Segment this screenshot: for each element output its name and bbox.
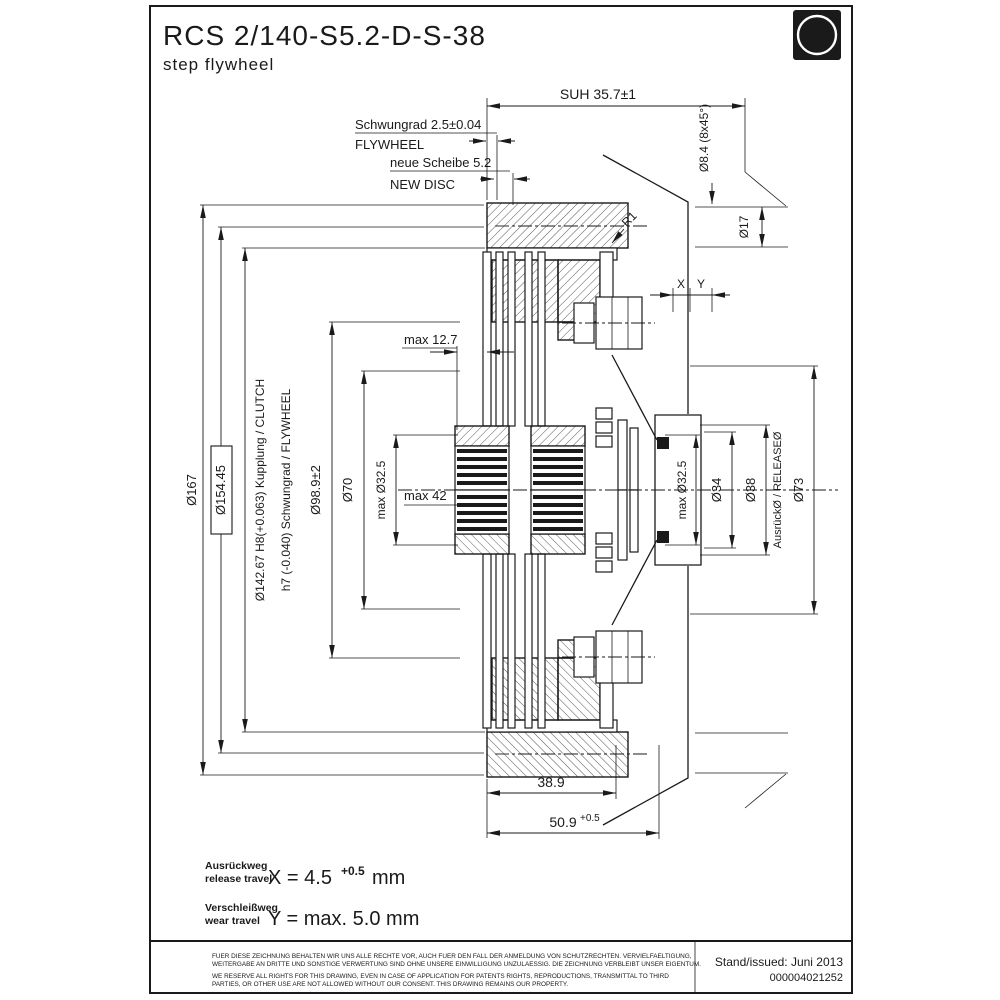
dim-chamfer-label: Ø8.4 (8x45°)	[697, 103, 711, 173]
dim-d17-label: Ø17	[737, 215, 751, 239]
dim-d142-clutch-label: Ø142.67 H8(+0.063) Kupplung / CLUTCH	[253, 378, 267, 602]
dim-d142-flywheel-label: h7 (-0.040) Schwungrad / FLYWHEEL	[279, 388, 293, 592]
drawing-subtitle: step flywheel	[163, 55, 275, 74]
dim-max127-label: max 12.7	[404, 332, 458, 347]
dim-d73-label: Ø73	[791, 477, 806, 503]
cover-bolt	[562, 297, 655, 349]
wear-travel-de: Verschleißweg	[205, 902, 278, 914]
dim-d325-right-label: max Ø32.5	[675, 460, 689, 520]
dim-d38-label: Ø38	[743, 477, 758, 503]
dim-disc-de-label: neue Scheibe 5.2	[390, 155, 492, 170]
dim-d325-left-label: max Ø32.5	[374, 460, 388, 520]
release-travel-tolerance: +0.5	[341, 864, 365, 878]
dim-d34-label: Ø34	[709, 477, 724, 503]
dim-release-label: AusrückØ / RELEASEØ	[772, 431, 784, 549]
wear-travel-en: wear travel	[205, 915, 260, 927]
release-travel-de: Ausrückweg	[205, 860, 268, 872]
dim-389-label: 38.9	[537, 774, 565, 790]
flywheel-face-strip	[487, 248, 617, 260]
hub-left	[455, 426, 509, 490]
wear-travel-value: Y = max. 5.0 mm	[268, 908, 420, 930]
dim-d98-label: Ø98.9±2	[308, 465, 323, 515]
hub-right	[531, 426, 585, 490]
dim-r1-label: R1	[618, 208, 640, 230]
legal-de-line1: FUER DIESE ZEICHNUNG BEHALTEN WIR UNS ALLE RECHTE VOR, AUCH FUER DEN FALL DER ANMELDUNG VON SCHUTZRECHTEN. VERVIELFAELTIGUNG,	[212, 953, 692, 960]
issue-date: Stand/issued: Juni 2013	[714, 955, 843, 969]
dim-509-tolerance: +0.5	[580, 813, 600, 824]
dim-flywheel-de-label: Schwungrad 2.5±0.04	[355, 117, 482, 132]
dim-d70-label: Ø70	[340, 477, 355, 503]
legal-en-line1: WE RESERVE ALL RIGHTS FOR THIS DRAWING, EVEN IN CASE OF APPLICATION FOR PATENTS RIGHTS, REPRODUCTIONS, TRANSMITTAL TO THIRD	[212, 973, 669, 980]
zf-logo	[793, 10, 841, 60]
flywheel-ring	[487, 203, 628, 248]
finger-tip	[657, 437, 669, 449]
dim-d154-label: Ø154.45	[213, 465, 228, 515]
dim-suh-label: SUH 35.7±1	[559, 86, 637, 102]
rivet-column	[596, 408, 612, 447]
legal-de-line2: WEITERGABE AN DRITTE UND SONSTIGE VERWERTUNG SIND OHNE UNSERE EINWILLIGUNG UNZULAESSIG. DIE ZEICHNUNG VERBLEIBT UNSER EIGENTUM.	[212, 961, 701, 968]
release-travel-value: X = 4.5	[268, 867, 332, 889]
legal-en-line2: PARTIES, OR OTHER USE ARE NOT ALLOWED WITHOUT OUR CONSENT. THIS DRAWING REMAINS OUR PROPERTY.	[212, 981, 569, 988]
dim-disc-en-label: NEW DISC	[390, 177, 455, 192]
dim-y-label: Y	[696, 277, 706, 291]
document-number: 000004021252	[769, 972, 843, 984]
dim-max42-label: max 42	[404, 488, 447, 503]
dim-flywheel-en-label: FLYWHEEL	[355, 137, 425, 152]
zf-logo-text: ZF	[804, 25, 830, 48]
drawing-title: RCS 2/140-S5.2-D-S-38	[163, 20, 486, 51]
dim-509-label: 50.9	[549, 814, 577, 830]
dim-x-label: X	[676, 277, 686, 291]
release-travel-en: release travel	[205, 873, 273, 885]
dim-d167-label: Ø167	[184, 474, 199, 506]
release-travel-unit: mm	[372, 867, 406, 889]
